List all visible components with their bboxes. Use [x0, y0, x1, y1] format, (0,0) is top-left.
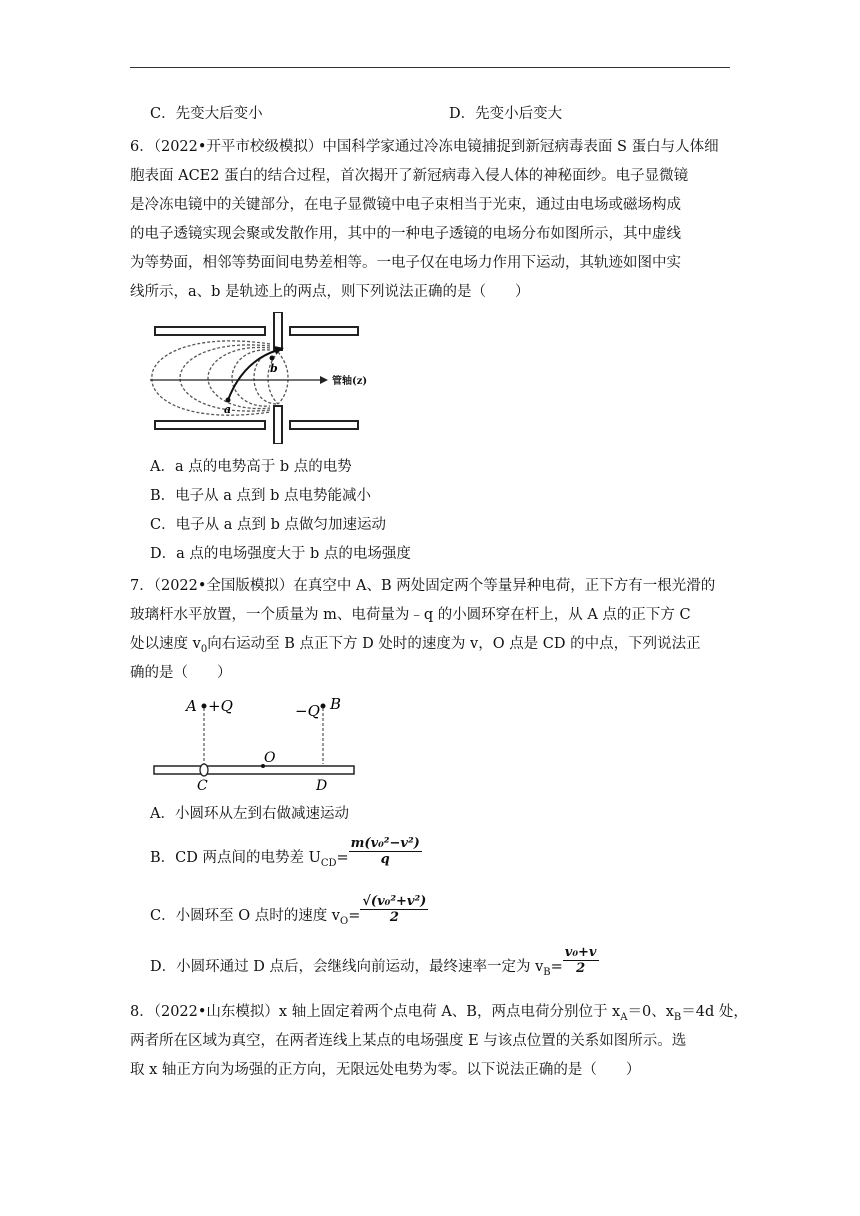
q6-electron-lens-figure [150, 312, 380, 444]
q8-line-3: 取 x 轴正方向为场强的正方向，无限远处电势为零。以下说法正确的是（ ） [130, 1062, 641, 1078]
q7-label-c: C [197, 778, 208, 792]
q7-charges-rod-figure [150, 692, 360, 792]
q6-option-d: D．a 点的电场强度大于 b 点的电场强度 [150, 546, 411, 562]
q7-option-c: C．小圆环至 O 点时的速度 $v_O=$ $\frac{\text{√(v₀²+v²)}}{2}$ [150, 893, 427, 927]
header-rule [130, 67, 730, 68]
q6-line-2: 胞表面 ACE2 蛋白的结合过程，首次揭开了新冠病毒入侵人体的神秘面纱。电子显微镜 [130, 168, 689, 184]
q6-line-3: 是冷冻电镜中的关键部分，在电子显微镜中电子束相当于光束，通过由电场或磁场构成 [130, 197, 681, 213]
q7-option-b: B．CD 两点间的电势差 $U_{CD}=$ $\frac{\text{m(v₀²−v²)}}{q}$ [150, 835, 420, 869]
q7-line-1: 7．（2022•全国版模拟）在真空中 A、B 两处固定两个等量异种电荷，正下方有一根光滑的 [130, 578, 716, 594]
q7-line-2: 玻璃杆水平放置，一个质量为 m、电荷量为﹣q 的小圆环穿在杆上，从 A 点的正下方 C [130, 607, 691, 623]
q7-option-d: D．小圆环通过 D 点后，会继线向前运动，最终速率一定为 $v_B=$ $\frac{\text{v₀+v}}{2}$ [150, 944, 597, 978]
q6-line-6: 线所示，a、b 是轨迹上的两点，则下列说法正确的是（ ） [130, 284, 530, 300]
q7-label-o: O [264, 750, 276, 766]
q6-point-a: a [224, 403, 232, 416]
q5-option-d: D．先变小后变大 [449, 106, 563, 122]
q6-point-b: b [270, 362, 278, 375]
q5-option-c: C．先变大后变小 [150, 106, 263, 122]
q6-line-4: 的电子透镜实现会聚或发散作用，其中的一种电子透镜的电场分布如图所示，其中虚线 [130, 226, 681, 242]
q6-option-a: A．a 点的电势高于 b 点的电势 [150, 459, 352, 475]
q6-option-b: B．电子从 a 点到 b 点电势能减小 [150, 488, 372, 504]
q7-line-4: 确的是（ ） [130, 665, 232, 681]
q8-line-1: 8．（2022•山东模拟）x 轴上固定着两个点电荷 A、B，两点电荷分别位于 $x_A=0$、$x_B=4d$ 处， [130, 1004, 748, 1023]
q6-line-5: 为等势面，相邻等势面间电势差相等。一电子仅在电场力作用下运动，其轨迹如图中实 [130, 255, 681, 271]
q7-label-d: D [316, 778, 328, 792]
q7-line-3: 处以速度 $v_0$向右运动至 B 点正下方 D 处时的速度为 v，O 点是 CD 的中点，下列说法正 [130, 636, 701, 655]
q6-axis-label: 管轴(z) [332, 376, 368, 387]
q8-line-2: 两者所在区域为真空，在两者连线上某点的电场强度 E 与该点位置的关系如图所示。选 [130, 1033, 687, 1049]
q7-label-plus-q: +Q [208, 697, 233, 715]
q6-line-1: 6．（2022•开平市校级模拟）中国科学家通过冷冻电镜捕捉到新冠病毒表面 S 蛋白与人体细 [130, 139, 719, 155]
q7-label-a: A [186, 697, 197, 715]
q6-option-c: C．电子从 a 点到 b 点做匀加速运动 [150, 517, 386, 533]
q7-option-a: A．小圆环从左到右做减速运动 [150, 806, 349, 822]
q7-label-minus-q: −Q [295, 702, 320, 720]
q7-label-b: B [330, 695, 342, 713]
